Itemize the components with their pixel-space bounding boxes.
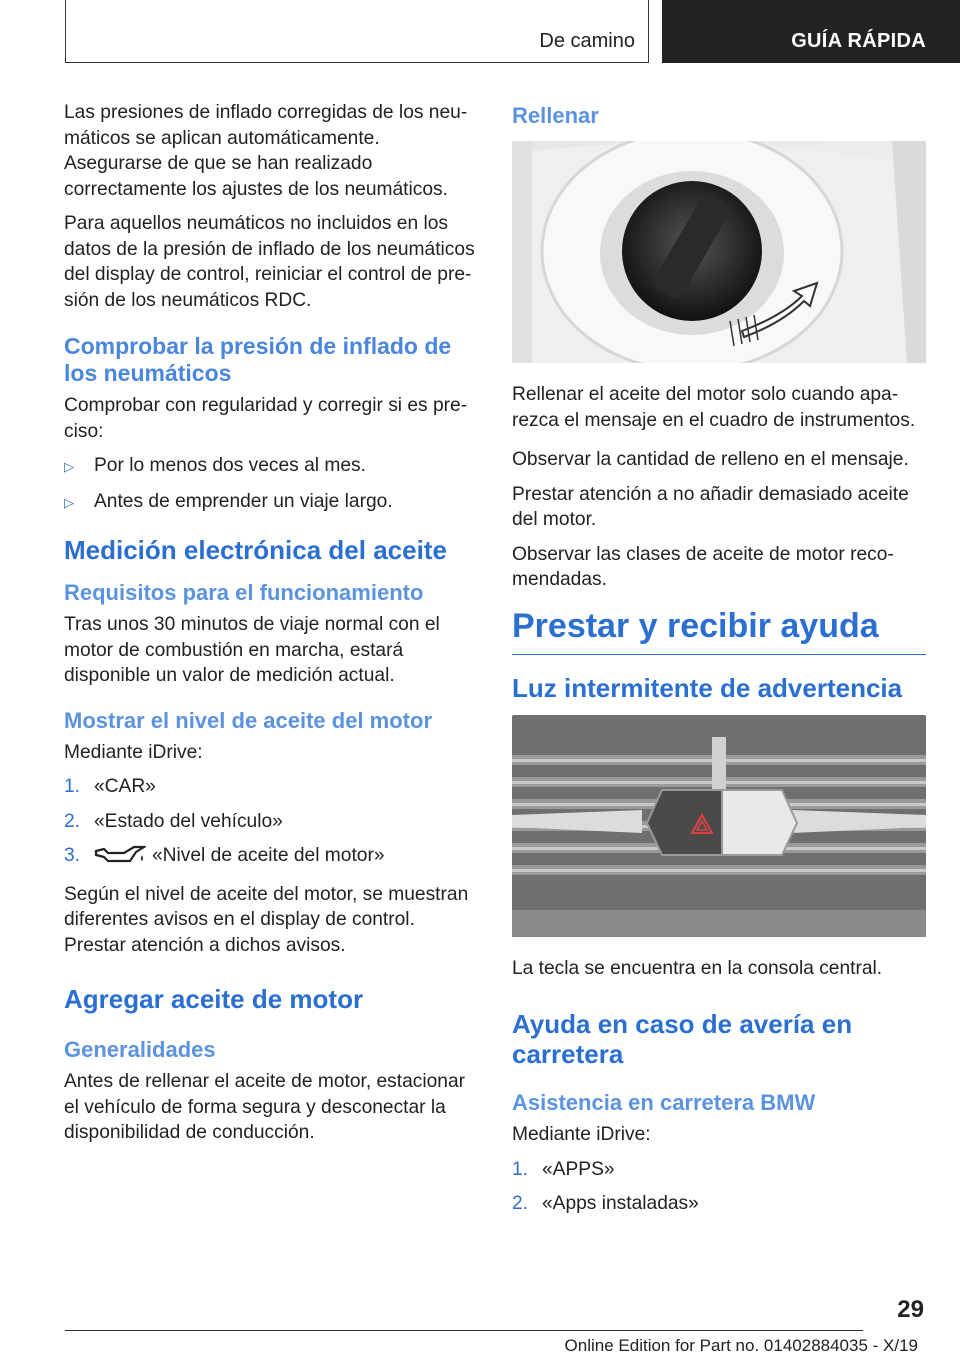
paragraph: Rellenar el aceite del motor solo cuando aparezca el mensaje en el cuadro de instrumentos. [512, 384, 916, 431]
header-tab: GUÍA RÁPIDA [662, 0, 960, 63]
heading-add-oil: Agregar aceite de motor [64, 984, 364, 1014]
heading-breakdown-help: Ayuda en caso de avería en carretera [512, 1009, 853, 1069]
heading-hazard-lights: Luz intermitente de advertencia [512, 672, 903, 703]
list-item [64, 809, 478, 835]
step-number: 1. [64, 776, 81, 797]
paragraph: Observar la cantidad de relleno en el mensaje. [512, 449, 909, 470]
step-text: «CAR» [94, 776, 156, 797]
paragraph: La tecla se encuentra en la consola central. [512, 957, 883, 979]
left-column [64, 100, 478, 1155]
step-number: 2. [512, 1193, 529, 1214]
step-number: 2. [64, 810, 81, 832]
paragraph: Mediante iDrive: [512, 1124, 651, 1145]
paragraph: Antes de rellenar el aceite de motor, estacionar el vehículo de forma segura y desconectar la disponibilidad de conducción. [64, 1071, 466, 1143]
list-item-text: Por lo menos dos veces al mes. [94, 455, 366, 476]
footer-edition: Online Edition for Part no. 01402884035 - X/19 [564, 1336, 918, 1355]
list-item [64, 843, 478, 873]
list-item [64, 453, 478, 480]
paragraph: Observar las clases de aceite de motor recomendadas. [512, 543, 894, 590]
paragraph: Según el nivel de aceite del motor, se muestran diferentes avisos en el display de control. Prestar atención a dichos avisos. [64, 883, 469, 956]
step-text: «Nivel de aceite del motor» [152, 845, 385, 866]
page-number: 29 [897, 1296, 924, 1323]
paragraph: Prestar atención a no añadir demasiado aceite del motor. [512, 483, 909, 530]
footer-divider [65, 1330, 863, 1331]
paragraph: Comprobar con regularidad y corregir si es preciso: [64, 395, 468, 442]
paragraph: Tras unos 30 minutos de viaje normal con el motor de combustión en marcha, estará disponible un valor de medición actual. [64, 614, 440, 686]
oil-filler-cap-image [512, 141, 926, 368]
step-text: «APPS» [542, 1158, 615, 1180]
step-text: «Estado del vehículo» [94, 810, 283, 832]
oil-can-icon [94, 843, 152, 873]
paragraph: Las presiones de inflado corregidas de los neumáticos se aplican automáticamente. Asegurarse de que se han realizado correctamente los ajustes de los neumáticos. [64, 102, 468, 200]
heading-bmw-assistance: Asistencia en carretera BMW [512, 1090, 816, 1115]
list-item [512, 1191, 926, 1217]
heading-show-oil-level: Mostrar el nivel de aceite del motor [64, 707, 433, 733]
triangle-bullet-icon: ▷ [64, 494, 74, 510]
heading-refill: Rellenar [512, 103, 599, 128]
triangle-bullet-icon: ▷ [64, 459, 74, 474]
heading-general: Generalidades [64, 1037, 216, 1062]
heading-oil-measurement: Medición electrónica del aceite [64, 535, 447, 565]
hazard-button-image [512, 715, 926, 942]
step-text: «Apps instaladas» [542, 1193, 699, 1214]
step-number: 3. [64, 845, 81, 866]
list-item [512, 1157, 926, 1183]
header-section-title: De camino [539, 30, 635, 52]
paragraph: Para aquellos neumáticos no incluidos en los datos de la presión de inflado de los neumáticos del display de control, reiniciar el control de presión de los neumáticos RDC. [64, 213, 475, 311]
paragraph: Mediante iDrive: [64, 741, 203, 763]
list-item-text: Antes de emprender un viaje largo. [94, 490, 393, 512]
right-column [512, 100, 926, 1226]
heading-help: Prestar y recibir ayuda [512, 607, 926, 655]
list-item [64, 489, 478, 516]
heading-requirements: Requisitos para el funcionamiento [64, 580, 424, 605]
step-number: 1. [512, 1158, 529, 1180]
list-item [64, 774, 478, 800]
heading-check-pressure: Comprobar la presión de inflado de los neumáticos [64, 333, 452, 386]
